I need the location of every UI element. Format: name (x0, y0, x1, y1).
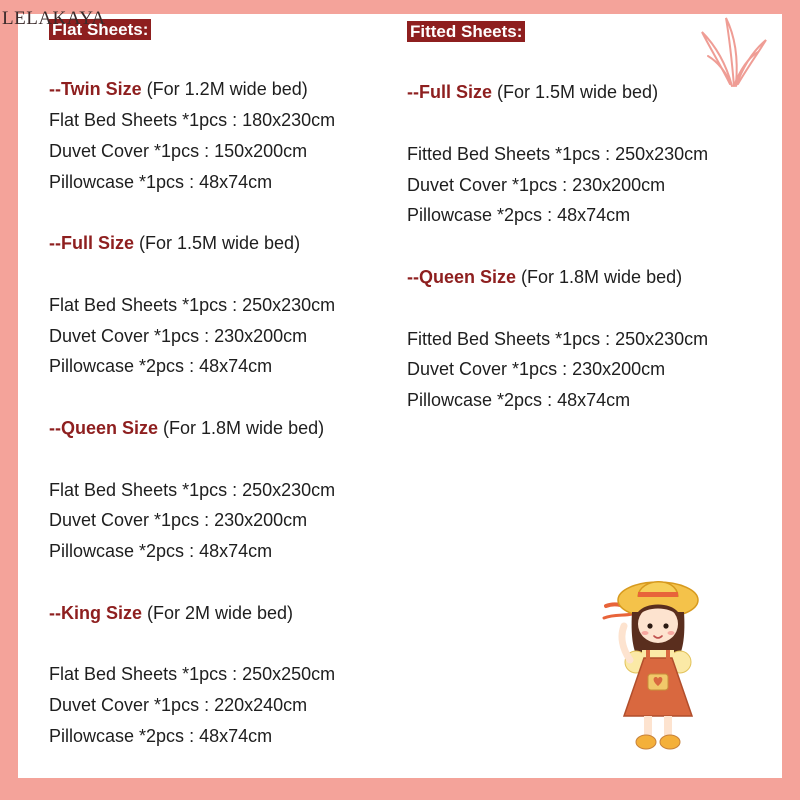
list-item: Pillowcase *1pcs : 48x74cm (49, 172, 273, 192)
list-item: Flat Bed Sheets *1pcs : 250x250cm (49, 664, 336, 684)
list-item: Duvet Cover *1pcs : 230x200cm (407, 175, 666, 195)
size-name: --Full Size (49, 233, 134, 253)
leaf-sprig-icon (696, 14, 768, 88)
list-item: Duvet Cover *1pcs : 150x200cm (49, 141, 308, 161)
list-item: Duvet Cover *1pcs : 230x200cm (49, 510, 308, 530)
size-name: --Queen Size (407, 267, 517, 287)
flat-size-queen (49, 417, 324, 439)
flat-size-twin (49, 78, 308, 100)
girl-with-straw-hat-illustration (596, 566, 716, 756)
list-item: Duvet Cover *1pcs : 220x240cm (49, 695, 308, 715)
list-item: Pillowcase *2pcs : 48x74cm (49, 541, 273, 561)
flat-size-full (49, 232, 300, 254)
list-item: Pillowcase *2pcs : 48x74cm (49, 356, 273, 376)
size-desc: (For 1.2M wide bed) (141, 79, 308, 99)
flat-sheets-heading: Flat Sheets: (49, 19, 151, 40)
list-item: Flat Bed Sheets *1pcs : 250x230cm (49, 295, 336, 315)
size-name: --King Size (49, 603, 142, 623)
fitted-sheets-heading: Fitted Sheets: (407, 21, 525, 42)
list-item: Fitted Bed Sheets *1pcs : 250x230cm (407, 329, 709, 349)
size-desc: (For 1.8M wide bed) (158, 418, 325, 438)
fitted-size-queen (407, 266, 682, 288)
flat-size-king (49, 602, 293, 624)
list-item: Pillowcase *2pcs : 48x74cm (407, 390, 631, 410)
fitted-size-full (407, 81, 658, 103)
list-item: Pillowcase *2pcs : 48x74cm (407, 205, 631, 225)
size-desc: (For 1.8M wide bed) (516, 267, 683, 287)
list-item: Pillowcase *2pcs : 48x74cm (49, 726, 273, 746)
size-name: --Twin Size (49, 79, 142, 99)
size-desc: (For 1.5M wide bed) (492, 82, 659, 102)
list-item: Duvet Cover *1pcs : 230x200cm (49, 326, 308, 346)
size-name: --Queen Size (49, 418, 159, 438)
size-desc: (For 1.5M wide bed) (134, 233, 301, 253)
list-item: Flat Bed Sheets *1pcs : 180x230cm (49, 110, 336, 130)
list-item: Fitted Bed Sheets *1pcs : 250x230cm (407, 144, 709, 164)
list-item: Flat Bed Sheets *1pcs : 250x230cm (49, 480, 336, 500)
list-item: Duvet Cover *1pcs : 230x200cm (407, 359, 666, 379)
size-desc: (For 2M wide bed) (142, 603, 294, 623)
watermark: LELAKAYA (2, 8, 106, 29)
size-name: --Full Size (407, 82, 492, 102)
